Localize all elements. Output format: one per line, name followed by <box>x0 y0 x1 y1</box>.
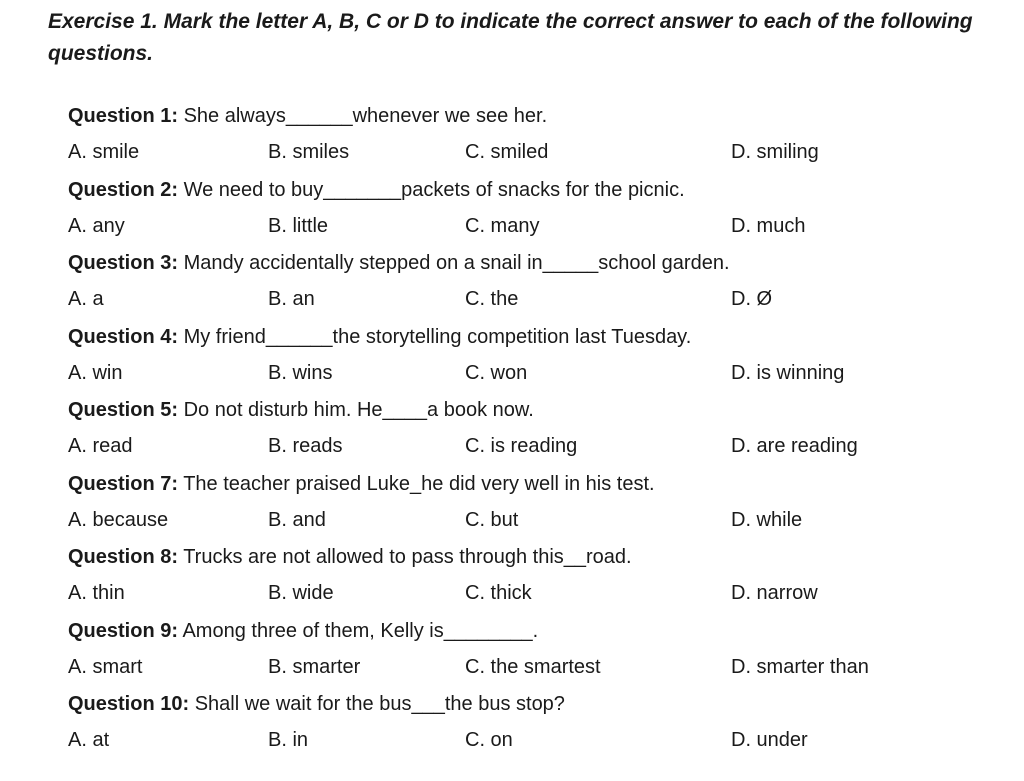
option-a[interactable]: A. a <box>68 288 104 310</box>
option-d[interactable]: D. is winning <box>731 361 845 384</box>
question-label: Question 1: <box>68 105 179 127</box>
question-label: Question 10: <box>68 693 190 715</box>
question-label: Question 8: <box>68 546 179 568</box>
question-text: Trucks are not allowed to pass through this__road. <box>178 546 632 568</box>
question-label: Question 4: <box>68 325 179 348</box>
option-a[interactable]: A. smile <box>68 141 140 163</box>
question-text: She always______whenever we see her. <box>178 105 548 127</box>
option-c[interactable]: C. on <box>465 729 513 751</box>
option-a[interactable]: A. read <box>68 435 133 457</box>
question-item <box>68 613 968 687</box>
question-stem <box>68 686 968 722</box>
question-item <box>68 98 968 172</box>
question-item <box>68 172 968 246</box>
option-b[interactable]: B. little <box>268 214 329 237</box>
option-b[interactable]: B. and <box>268 508 326 531</box>
question-list <box>68 98 968 760</box>
option-d[interactable]: D. narrow <box>731 582 818 604</box>
question-item <box>68 466 968 540</box>
question-stem <box>68 319 968 355</box>
question-label: Question 2: <box>68 178 179 201</box>
option-c[interactable]: C. the smartest <box>465 655 601 678</box>
option-d[interactable]: D. under <box>731 729 808 751</box>
answer-options <box>68 649 968 685</box>
answer-options <box>68 208 968 244</box>
option-d[interactable]: D. smarter than <box>731 655 869 678</box>
option-c[interactable]: C. many <box>465 214 540 237</box>
option-a[interactable]: A. smart <box>68 655 143 678</box>
question-text: The teacher praised Luke_he did very well in his test. <box>178 472 655 495</box>
answer-options <box>68 428 968 464</box>
option-c[interactable]: C. smiled <box>465 141 549 163</box>
question-item <box>68 539 968 613</box>
question-label: Question 9: <box>68 619 179 642</box>
option-c[interactable]: C. thick <box>465 582 532 604</box>
option-c[interactable]: C. the <box>465 288 519 310</box>
question-label: Question 7: <box>68 472 179 495</box>
option-a[interactable]: A. thin <box>68 582 125 604</box>
question-text: My friend______the storytelling competition last Tuesday. <box>178 325 692 348</box>
option-b[interactable]: B. smiles <box>268 141 350 163</box>
question-stem <box>68 466 968 502</box>
question-item <box>68 245 968 319</box>
option-d[interactable]: D. while <box>731 508 803 531</box>
option-c[interactable]: C. won <box>465 361 528 384</box>
option-d[interactable]: D. smiling <box>731 141 819 163</box>
answer-options <box>68 575 968 611</box>
question-item <box>68 686 968 760</box>
question-stem <box>68 98 968 134</box>
option-b[interactable]: B. an <box>268 288 315 310</box>
question-stem <box>68 245 968 281</box>
question-text: We need to buy_______packets of snacks for the picnic. <box>178 178 685 201</box>
option-b[interactable]: B. wide <box>268 582 334 604</box>
option-a[interactable]: A. because <box>68 508 169 531</box>
answer-options <box>68 722 968 758</box>
option-b[interactable]: B. in <box>268 729 309 751</box>
question-label: Question 3: <box>68 252 179 274</box>
answer-options <box>68 134 968 170</box>
answer-options <box>68 355 968 391</box>
question-label: Question 5: <box>68 399 179 421</box>
option-b[interactable]: B. smarter <box>268 655 361 678</box>
option-d[interactable]: D. much <box>731 214 806 237</box>
question-stem <box>68 172 968 208</box>
exercise-title: Exercise 1. Mark the letter A, B, C or D to indicate the correct answer to each of the following questions. <box>48 10 973 65</box>
option-b[interactable]: B. wins <box>268 361 333 384</box>
question-text: Shall we wait for the bus___the bus stop? <box>189 693 565 715</box>
option-d[interactable]: D. are reading <box>731 435 858 457</box>
option-c[interactable]: C. but <box>465 508 519 531</box>
question-text: Among three of them, Kelly is________. <box>178 619 539 642</box>
option-c[interactable]: C. is reading <box>465 435 578 457</box>
option-a[interactable]: A. any <box>68 214 125 237</box>
option-b[interactable]: B. reads <box>268 435 343 457</box>
question-text: Do not disturb him. He____a book now. <box>178 399 534 421</box>
option-a[interactable]: A. win <box>68 361 123 384</box>
option-a[interactable]: A. at <box>68 729 110 751</box>
option-d[interactable]: D. Ø <box>731 288 773 310</box>
answer-options <box>68 281 968 317</box>
question-stem <box>68 613 968 649</box>
question-stem <box>68 392 968 428</box>
question-stem <box>68 539 968 575</box>
question-text: Mandy accidentally stepped on a snail in_____school garden. <box>178 252 730 274</box>
question-item <box>68 392 968 466</box>
answer-options <box>68 502 968 538</box>
question-item <box>68 319 968 393</box>
